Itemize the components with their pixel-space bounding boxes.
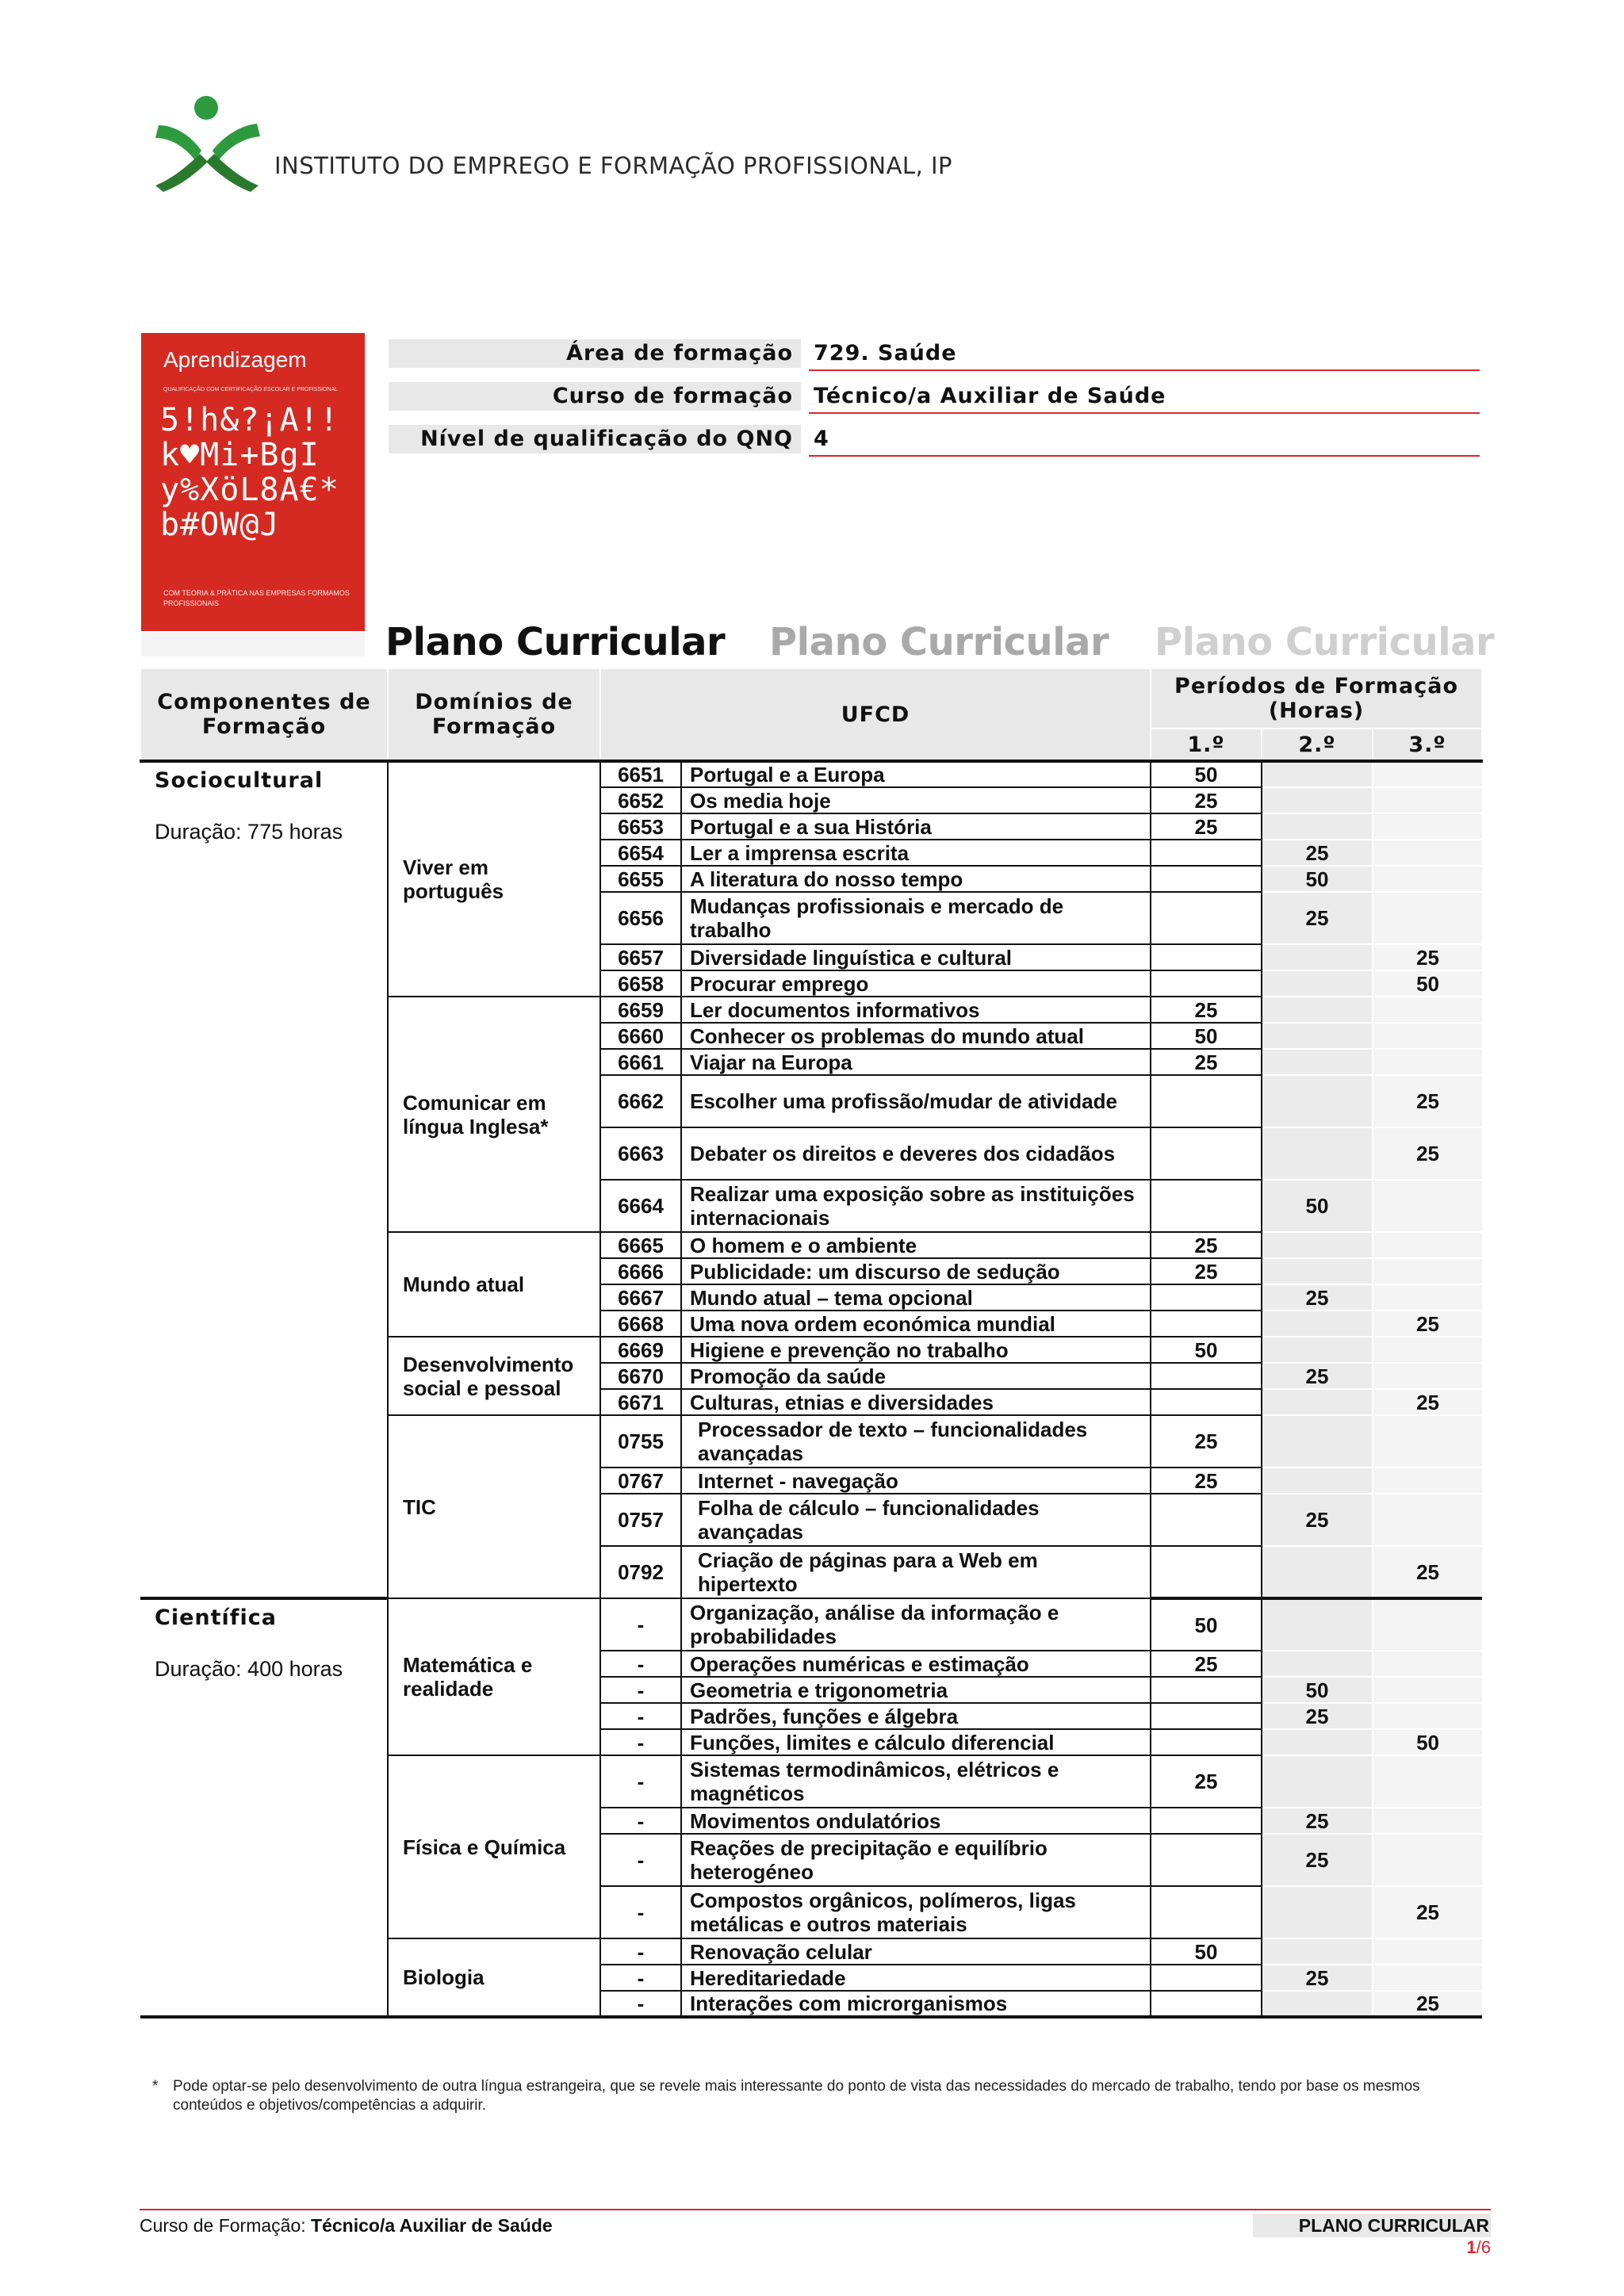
period-3-hours: 50 <box>1373 1729 1482 1755</box>
period-3-hours <box>1373 892 1482 944</box>
period-2-hours <box>1262 1886 1373 1938</box>
period-1-hours <box>1151 1886 1262 1938</box>
period-3-hours: 25 <box>1373 1991 1482 2017</box>
domain-cell: Viver em português <box>388 761 600 997</box>
period-2-hours <box>1262 1415 1373 1468</box>
logo-leg-right <box>206 154 259 192</box>
component-cell <box>140 761 388 1598</box>
period-3-hours <box>1373 813 1482 840</box>
footer-course-value: Técnico/a Auxiliar de Saúde <box>311 2215 553 2236</box>
header-period-3: 3.º <box>1373 729 1482 761</box>
footnote <box>152 2077 1484 2115</box>
logo-leg-left <box>155 154 208 192</box>
footer-divider <box>140 2209 1491 2210</box>
period-3-hours <box>1373 1703 1482 1729</box>
ufcd-name: Hereditariedade <box>681 1965 1151 1991</box>
curriculum-table <box>140 669 1483 2019</box>
footer-course-label: Curso de Formação: <box>140 2215 312 2236</box>
ufcd-code: - <box>600 1808 681 1834</box>
period-3-hours <box>1373 1363 1482 1389</box>
period-3-hours <box>1373 1337 1482 1363</box>
period-3-hours <box>1373 1284 1482 1311</box>
curriculum-table-body <box>140 761 1482 2017</box>
period-3-hours <box>1373 840 1482 866</box>
period-2-hours: 50 <box>1262 866 1373 892</box>
cover-logo-strip <box>141 633 365 656</box>
info-curso-row <box>389 382 1480 414</box>
period-1-hours <box>1151 1834 1262 1886</box>
ufcd-name: Folha de cálculo – funcionalidades avançadas <box>681 1494 1151 1546</box>
period-2-hours: 25 <box>1262 1284 1373 1311</box>
domain-cell: Matemática e realidade <box>388 1598 600 1755</box>
period-3-hours <box>1373 1494 1482 1546</box>
header-ufcd: UFCD <box>600 669 1151 761</box>
cover-subtitle: QUALIFICAÇÃO COM CERTIFICAÇÃO ESCOLAR E PROFISSIONAL <box>163 387 339 392</box>
period-2-hours <box>1262 1651 1373 1677</box>
period-1-hours: 25 <box>1151 813 1262 840</box>
domain-cell: Comunicar em língua Inglesa* <box>388 997 600 1232</box>
ufcd-code: - <box>600 1965 681 1991</box>
period-2-hours <box>1262 1468 1373 1494</box>
period-2-hours: 25 <box>1262 1834 1373 1886</box>
ufcd-name: Ler a imprensa escrita <box>681 840 1151 866</box>
iefp-logo <box>152 94 263 192</box>
period-3-hours <box>1373 1938 1482 1965</box>
ufcd-code: 6665 <box>600 1232 681 1258</box>
ufcd-name: Os media hoje <box>681 787 1151 813</box>
period-1-hours: 25 <box>1151 787 1262 813</box>
ufcd-code: 6657 <box>600 944 681 970</box>
ufcd-name: Funções, limites e cálculo diferencial <box>681 1729 1151 1755</box>
period-3-hours <box>1373 997 1482 1023</box>
period-1-hours <box>1151 1494 1262 1546</box>
period-2-hours <box>1262 1127 1373 1180</box>
ufcd-name: Organização, análise da informação e probabilidades <box>681 1598 1151 1651</box>
domain-cell: Biologia <box>388 1938 600 2017</box>
period-1-hours <box>1151 944 1262 970</box>
period-1-hours <box>1151 1965 1262 1991</box>
period-1-hours: 25 <box>1151 1468 1262 1494</box>
period-1-hours <box>1151 1546 1262 1598</box>
domain-cell: Mundo atual <box>388 1232 600 1337</box>
period-2-hours <box>1262 1729 1373 1755</box>
nivel-value: 4 <box>809 425 1480 457</box>
header-period-1: 1.º <box>1151 729 1262 761</box>
ufcd-name: Conhecer os problemas do mundo atual <box>681 1023 1151 1049</box>
logo-head <box>194 96 218 120</box>
period-1-hours: 25 <box>1151 1049 1262 1075</box>
period-1-hours <box>1151 1075 1262 1127</box>
footnote-text: Pode optar-se pelo desenvolvimento de outra língua estrangeira, que se revele mais interessante do ponto de vista das necessidades do mercado de trabalho, tendo por base os mesmos conteúdos e objetivos/competências a adquirir. <box>173 2078 1420 2114</box>
ufcd-code: 6659 <box>600 997 681 1023</box>
period-2-hours <box>1262 1075 1373 1127</box>
period-3-hours <box>1373 1415 1482 1468</box>
ufcd-name: Interações com microrganismos <box>681 1991 1151 2017</box>
ufcd-name: Debater os direitos e deveres dos cidadãos <box>681 1127 1151 1180</box>
period-3-hours: 25 <box>1373 1075 1482 1127</box>
period-2-hours <box>1262 1598 1373 1651</box>
domain-cell: TIC <box>388 1415 600 1598</box>
table-row <box>140 761 1482 787</box>
period-3-hours <box>1373 1755 1482 1808</box>
domain-cell: Física e Química <box>388 1755 600 1938</box>
period-2-hours <box>1262 1258 1373 1284</box>
ufcd-code: 6664 <box>600 1180 681 1232</box>
ufcd-code: - <box>600 1938 681 1965</box>
period-3-hours <box>1373 1049 1482 1075</box>
period-1-hours <box>1151 1677 1262 1703</box>
logo-arm-right <box>213 124 260 160</box>
ufcd-code: 6668 <box>600 1311 681 1337</box>
ufcd-name: Portugal e a Europa <box>681 761 1151 787</box>
period-1-hours: 50 <box>1151 1938 1262 1965</box>
period-3-hours <box>1373 1598 1482 1651</box>
period-2-hours <box>1262 1023 1373 1049</box>
period-1-hours <box>1151 892 1262 944</box>
period-2-hours <box>1262 1546 1373 1598</box>
header-componentes: Componentes de Formação <box>140 669 388 761</box>
area-value: 729. Saúde <box>809 339 1480 371</box>
ufcd-name: Criação de páginas para a Web em hipertexto <box>681 1546 1151 1598</box>
ufcd-code: - <box>600 1598 681 1651</box>
ufcd-name: Culturas, etnias e diversidades <box>681 1389 1151 1415</box>
ufcd-code: 0755 <box>600 1415 681 1468</box>
period-3-hours: 25 <box>1373 1546 1482 1598</box>
ufcd-code: - <box>600 1991 681 2017</box>
page-total: /6 <box>1476 2237 1491 2257</box>
period-2-hours: 50 <box>1262 1180 1373 1232</box>
ufcd-name: Reações de precipitação e equilíbrio heterogéneo <box>681 1834 1151 1886</box>
curso-value: Técnico/a Auxiliar de Saúde <box>809 382 1480 414</box>
ufcd-code: - <box>600 1834 681 1886</box>
header-dominios: Domínios de Formação <box>388 669 600 761</box>
period-2-hours <box>1262 813 1373 840</box>
ufcd-code: 6658 <box>600 970 681 997</box>
period-2-hours <box>1262 1049 1373 1075</box>
nivel-label: Nível de qualificação do QNQ <box>389 425 801 453</box>
period-3-hours <box>1373 866 1482 892</box>
ufcd-name: Sistemas termodinâmicos, elétricos e magnéticos <box>681 1755 1151 1808</box>
period-1-hours <box>1151 1284 1262 1311</box>
period-3-hours <box>1373 1808 1482 1834</box>
ufcd-code: 6666 <box>600 1258 681 1284</box>
period-3-hours <box>1373 1023 1482 1049</box>
ufcd-name: Viajar na Europa <box>681 1049 1151 1075</box>
ufcd-name: Publicidade: um discurso de sedução <box>681 1258 1151 1284</box>
cover-title: Aprendizagem <box>163 347 307 372</box>
plano-curricular-title-shadow-1: Plano Curricular <box>769 620 1109 664</box>
ufcd-code: 6671 <box>600 1389 681 1415</box>
period-2-hours <box>1262 1991 1373 2017</box>
footer-course <box>140 2215 553 2237</box>
ufcd-name: Portugal e a sua História <box>681 813 1151 840</box>
ufcd-name: Procurar emprego <box>681 970 1151 997</box>
period-1-hours <box>1151 970 1262 997</box>
period-2-hours: 25 <box>1262 1808 1373 1834</box>
ufcd-name: O homem e o ambiente <box>681 1232 1151 1258</box>
period-1-hours: 25 <box>1151 1755 1262 1808</box>
period-1-hours: 50 <box>1151 1337 1262 1363</box>
ufcd-name: Mudanças profissionais e mercado de trabalho <box>681 892 1151 944</box>
period-2-hours: 25 <box>1262 1703 1373 1729</box>
domain-cell: Desenvolvimento social e pessoal <box>388 1337 600 1415</box>
period-2-hours <box>1262 787 1373 813</box>
period-2-hours <box>1262 1389 1373 1415</box>
period-2-hours <box>1262 1755 1373 1808</box>
period-1-hours: 25 <box>1151 1232 1262 1258</box>
period-1-hours: 50 <box>1151 1023 1262 1049</box>
plano-curricular-title: Plano Curricular <box>385 620 726 664</box>
period-3-hours <box>1373 1232 1482 1258</box>
table-row <box>140 1598 1482 1651</box>
period-1-hours <box>1151 1729 1262 1755</box>
period-3-hours <box>1373 1651 1482 1677</box>
ufcd-code: 6670 <box>600 1363 681 1389</box>
period-1-hours <box>1151 1991 1262 2017</box>
period-2-hours <box>1262 1311 1373 1337</box>
page-current: 1 <box>1466 2237 1477 2257</box>
period-1-hours <box>1151 1389 1262 1415</box>
period-3-hours <box>1373 1834 1482 1886</box>
ufcd-code: 6662 <box>600 1075 681 1127</box>
ufcd-code: - <box>600 1755 681 1808</box>
period-3-hours: 25 <box>1373 1886 1482 1938</box>
ufcd-name: Movimentos ondulatórios <box>681 1808 1151 1834</box>
period-2-hours <box>1262 1232 1373 1258</box>
ufcd-name: Escolher uma profissão/mudar de atividade <box>681 1075 1151 1127</box>
ufcd-name: Diversidade linguística e cultural <box>681 944 1151 970</box>
period-1-hours <box>1151 866 1262 892</box>
footnote-marker: * <box>152 2078 159 2095</box>
period-1-hours: 25 <box>1151 1258 1262 1284</box>
cover-footer-text: COM TEORIA & PRÁTICA NAS EMPRESAS FORMAMOS PROFISSIONAIS <box>163 589 350 607</box>
period-1-hours: 25 <box>1151 1651 1262 1677</box>
ufcd-name: A literatura do nosso tempo <box>681 866 1151 892</box>
footer-section-label: PLANO CURRICULAR <box>1253 2214 1491 2237</box>
period-2-hours <box>1262 1938 1373 1965</box>
ufcd-name: Operações numéricas e estimação <box>681 1651 1151 1677</box>
ufcd-name: Uma nova ordem económica mundial <box>681 1311 1151 1337</box>
ufcd-code: - <box>600 1703 681 1729</box>
plano-curricular-title-shadow-2: Plano Curricular <box>1155 620 1495 664</box>
ufcd-code: 0792 <box>600 1546 681 1598</box>
ufcd-code: 6654 <box>600 840 681 866</box>
ufcd-name: Geometria e trigonometria <box>681 1677 1151 1703</box>
ufcd-name: Padrões, funções e álgebra <box>681 1703 1151 1729</box>
ufcd-code: 6661 <box>600 1049 681 1075</box>
info-nivel-row <box>389 425 1480 457</box>
ufcd-code: 6651 <box>600 761 681 787</box>
ufcd-code: 6660 <box>600 1023 681 1049</box>
ufcd-code: 6663 <box>600 1127 681 1180</box>
curriculum-table-wrapper <box>140 669 1481 2019</box>
period-3-hours: 25 <box>1373 944 1482 970</box>
period-1-hours <box>1151 840 1262 866</box>
period-1-hours: 50 <box>1151 761 1262 787</box>
ufcd-code: 6669 <box>600 1337 681 1363</box>
period-1-hours <box>1151 1363 1262 1389</box>
period-2-hours: 25 <box>1262 1494 1373 1546</box>
period-2-hours: 25 <box>1262 1363 1373 1389</box>
ufcd-name: Processador de texto – funcionalidades avançadas <box>681 1415 1151 1468</box>
period-1-hours <box>1151 1127 1262 1180</box>
period-2-hours <box>1262 997 1373 1023</box>
period-1-hours <box>1151 1703 1262 1729</box>
period-1-hours <box>1151 1311 1262 1337</box>
ufcd-name: Compostos orgânicos, polímeros, ligas metálicas e outros materiais <box>681 1886 1151 1938</box>
period-3-hours <box>1373 1468 1482 1494</box>
period-3-hours <box>1373 1180 1482 1232</box>
period-2-hours: 25 <box>1262 1965 1373 1991</box>
component-cell <box>140 1598 388 2017</box>
period-2-hours <box>1262 1337 1373 1363</box>
period-1-hours: 50 <box>1151 1598 1262 1651</box>
info-area-row <box>389 339 1480 371</box>
ufcd-code: 6656 <box>600 892 681 944</box>
ufcd-code: 6653 <box>600 813 681 840</box>
period-2-hours: 50 <box>1262 1677 1373 1703</box>
period-2-hours: 25 <box>1262 892 1373 944</box>
period-3-hours: 50 <box>1373 970 1482 997</box>
org-name: INSTITUTO DO EMPREGO E FORMAÇÃO PROFISSIONAL, IP <box>274 152 953 179</box>
period-2-hours: 25 <box>1262 840 1373 866</box>
header-period-2: 2.º <box>1262 729 1373 761</box>
ufcd-name: Internet - navegação <box>681 1468 1151 1494</box>
period-3-hours <box>1373 1677 1482 1703</box>
component-duration: Duração: 400 horas <box>155 1657 343 1681</box>
ufcd-code: 0767 <box>600 1468 681 1494</box>
ufcd-code: - <box>600 1886 681 1938</box>
component-name: Sociocultural <box>155 768 324 793</box>
ufcd-code: - <box>600 1651 681 1677</box>
period-2-hours <box>1262 761 1373 787</box>
area-label: Área de formação <box>389 339 801 368</box>
period-2-hours <box>1262 944 1373 970</box>
period-3-hours: 25 <box>1373 1311 1482 1337</box>
ufcd-code: 0757 <box>600 1494 681 1546</box>
ufcd-name: Ler documentos informativos <box>681 997 1151 1023</box>
period-1-hours: 25 <box>1151 997 1262 1023</box>
ufcd-code: 6667 <box>600 1284 681 1311</box>
ufcd-code: - <box>600 1729 681 1755</box>
period-3-hours <box>1373 761 1482 787</box>
component-duration: Duração: 775 horas <box>155 820 343 844</box>
ufcd-name: Renovação celular <box>681 1938 1151 1965</box>
period-3-hours: 25 <box>1373 1389 1482 1415</box>
cover-image <box>141 333 365 631</box>
period-2-hours <box>1262 970 1373 997</box>
ufcd-name: Promoção da saúde <box>681 1363 1151 1389</box>
period-3-hours: 25 <box>1373 1127 1482 1180</box>
curso-label: Curso de formação <box>389 382 801 411</box>
ufcd-name: Realizar uma exposição sobre as instituições internacionais <box>681 1180 1151 1232</box>
logo-arm-left <box>155 125 201 160</box>
cover-glyphs: 5!h&?¡A!!k♥Mi+BgIy%XöL8A€*b#OW@J <box>160 402 339 543</box>
ufcd-code: - <box>600 1677 681 1703</box>
period-1-hours: 25 <box>1151 1415 1262 1468</box>
period-3-hours <box>1373 787 1482 813</box>
period-3-hours <box>1373 1258 1482 1284</box>
header-periodos: Períodos de Formação (Horas) <box>1151 669 1482 729</box>
ufcd-name: Higiene e prevenção no trabalho <box>681 1337 1151 1363</box>
ufcd-code: 6655 <box>600 866 681 892</box>
component-name: Científica <box>155 1605 277 1630</box>
period-3-hours <box>1373 1965 1482 1991</box>
period-1-hours <box>1151 1180 1262 1232</box>
page-number <box>1411 2237 1491 2258</box>
period-1-hours <box>1151 1808 1262 1834</box>
ufcd-code: 6652 <box>600 787 681 813</box>
ufcd-name: Mundo atual – tema opcional <box>681 1284 1151 1311</box>
